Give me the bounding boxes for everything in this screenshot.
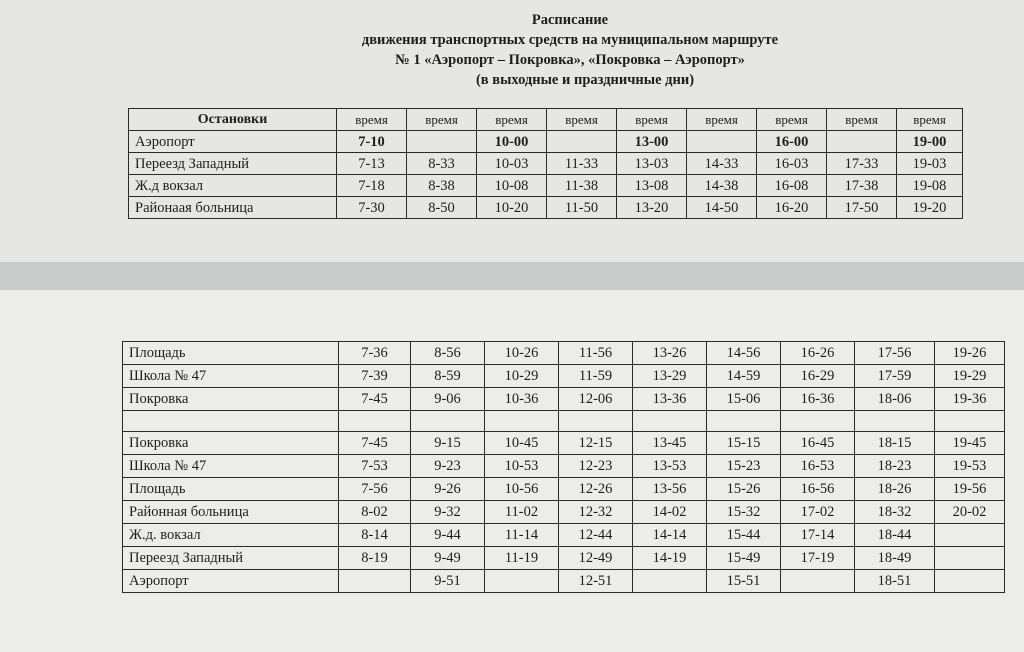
header-time: время <box>897 109 963 131</box>
time-cell: 13-56 <box>633 478 707 501</box>
time-cell: 8-38 <box>407 175 477 197</box>
time-cell: 19-26 <box>935 342 1005 365</box>
time-cell: 13-20 <box>617 197 687 219</box>
stop-name: Переезд Западный <box>129 153 337 175</box>
table-row <box>129 131 963 153</box>
time-cell: 17-14 <box>781 524 855 547</box>
time-cell: 15-23 <box>707 455 781 478</box>
stop-name: Покровка <box>123 388 339 411</box>
time-cell: 18-49 <box>855 547 935 570</box>
time-cell: 12-26 <box>559 478 633 501</box>
stop-name: Школа № 47 <box>123 365 339 388</box>
time-cell <box>547 131 617 153</box>
time-cell: 17-19 <box>781 547 855 570</box>
time-cell: 16-29 <box>781 365 855 388</box>
table-spacer-row <box>123 411 1005 432</box>
time-cell: 15-32 <box>707 501 781 524</box>
table-header-row <box>129 109 963 131</box>
header-time: время <box>547 109 617 131</box>
time-cell: 13-03 <box>617 153 687 175</box>
time-cell: 17-02 <box>781 501 855 524</box>
time-cell: 8-14 <box>339 524 411 547</box>
schedule-table-1 <box>128 108 963 219</box>
time-cell: 15-15 <box>707 432 781 455</box>
schedule-title <box>160 10 980 90</box>
time-cell: 14-50 <box>687 197 757 219</box>
time-cell: 16-53 <box>781 455 855 478</box>
table-row <box>123 501 1005 524</box>
stop-name: Площадь <box>123 478 339 501</box>
time-cell: 19-08 <box>897 175 963 197</box>
time-cell <box>339 570 411 593</box>
stop-name: Переезд Западный <box>123 547 339 570</box>
time-cell: 18-15 <box>855 432 935 455</box>
table-row <box>129 197 963 219</box>
page-gap <box>0 262 1024 290</box>
time-cell: 7-39 <box>339 365 411 388</box>
stop-name: Школа № 47 <box>123 455 339 478</box>
header-time: время <box>617 109 687 131</box>
time-cell: 8-50 <box>407 197 477 219</box>
time-cell: 19-29 <box>935 365 1005 388</box>
time-cell: 15-49 <box>707 547 781 570</box>
time-cell: 15-44 <box>707 524 781 547</box>
time-cell: 20-02 <box>935 501 1005 524</box>
time-cell: 15-26 <box>707 478 781 501</box>
time-cell: 9-23 <box>411 455 485 478</box>
time-cell: 19-03 <box>897 153 963 175</box>
stop-name: Ж.д. вокзал <box>123 524 339 547</box>
table-row <box>123 388 1005 411</box>
header-time: время <box>827 109 897 131</box>
time-cell: 8-19 <box>339 547 411 570</box>
header-time: время <box>757 109 827 131</box>
header-time: время <box>337 109 407 131</box>
time-cell: 8-56 <box>411 342 485 365</box>
time-cell: 19-20 <box>897 197 963 219</box>
time-cell: 17-33 <box>827 153 897 175</box>
time-cell: 13-53 <box>633 455 707 478</box>
time-cell: 13-08 <box>617 175 687 197</box>
time-cell <box>935 570 1005 593</box>
time-cell: 10-20 <box>477 197 547 219</box>
table-row <box>123 478 1005 501</box>
header-time: время <box>687 109 757 131</box>
stop-name: Районаая больница <box>129 197 337 219</box>
stop-name: Районная больница <box>123 501 339 524</box>
time-cell: 19-00 <box>897 131 963 153</box>
stop-name: Аэропорт <box>123 570 339 593</box>
time-cell: 16-45 <box>781 432 855 455</box>
time-cell: 16-08 <box>757 175 827 197</box>
time-cell: 13-45 <box>633 432 707 455</box>
time-cell: 11-56 <box>559 342 633 365</box>
time-cell: 9-06 <box>411 388 485 411</box>
time-cell: 16-03 <box>757 153 827 175</box>
time-cell: 17-50 <box>827 197 897 219</box>
time-cell: 18-51 <box>855 570 935 593</box>
table-row <box>123 524 1005 547</box>
time-cell: 7-10 <box>337 131 407 153</box>
time-cell: 7-30 <box>337 197 407 219</box>
time-cell: 12-06 <box>559 388 633 411</box>
time-cell: 7-13 <box>337 153 407 175</box>
time-cell: 17-59 <box>855 365 935 388</box>
time-cell: 19-45 <box>935 432 1005 455</box>
time-cell: 8-59 <box>411 365 485 388</box>
time-cell: 10-53 <box>485 455 559 478</box>
table-row <box>123 455 1005 478</box>
time-cell: 14-02 <box>633 501 707 524</box>
time-cell: 10-08 <box>477 175 547 197</box>
time-cell: 13-26 <box>633 342 707 365</box>
time-cell: 7-45 <box>339 432 411 455</box>
time-cell: 15-51 <box>707 570 781 593</box>
time-cell: 10-03 <box>477 153 547 175</box>
time-cell: 12-44 <box>559 524 633 547</box>
time-cell: 10-56 <box>485 478 559 501</box>
time-cell: 17-38 <box>827 175 897 197</box>
schedule-table-2 <box>122 341 1005 593</box>
time-cell: 13-29 <box>633 365 707 388</box>
time-cell: 18-44 <box>855 524 935 547</box>
stop-name: Ж.д вокзал <box>129 175 337 197</box>
time-cell: 15-06 <box>707 388 781 411</box>
title-line-2: движения транспортных средств на муниципальном маршруте <box>361 32 779 48</box>
time-cell <box>827 131 897 153</box>
time-cell: 18-06 <box>855 388 935 411</box>
time-cell <box>485 570 559 593</box>
time-cell: 11-19 <box>485 547 559 570</box>
time-cell: 14-33 <box>687 153 757 175</box>
time-cell: 11-33 <box>547 153 617 175</box>
table-row <box>129 175 963 197</box>
time-cell: 9-51 <box>411 570 485 593</box>
time-cell: 10-29 <box>485 365 559 388</box>
time-cell <box>935 524 1005 547</box>
time-cell: 18-23 <box>855 455 935 478</box>
time-cell <box>935 547 1005 570</box>
time-cell: 10-36 <box>485 388 559 411</box>
time-cell: 16-20 <box>757 197 827 219</box>
time-cell: 10-00 <box>477 131 547 153</box>
header-time: время <box>407 109 477 131</box>
time-cell: 8-02 <box>339 501 411 524</box>
time-cell: 11-14 <box>485 524 559 547</box>
time-cell: 7-45 <box>339 388 411 411</box>
time-cell: 19-53 <box>935 455 1005 478</box>
time-cell: 19-56 <box>935 478 1005 501</box>
time-cell: 13-36 <box>633 388 707 411</box>
time-cell: 18-26 <box>855 478 935 501</box>
time-cell: 12-51 <box>559 570 633 593</box>
time-cell <box>633 570 707 593</box>
table-row <box>123 342 1005 365</box>
time-cell: 17-56 <box>855 342 935 365</box>
time-cell: 8-33 <box>407 153 477 175</box>
table-row <box>123 365 1005 388</box>
time-cell: 7-36 <box>339 342 411 365</box>
table-row <box>123 570 1005 593</box>
header-time: время <box>477 109 547 131</box>
table-row <box>123 547 1005 570</box>
header-stops: Остановки <box>129 109 337 131</box>
time-cell: 19-36 <box>935 388 1005 411</box>
time-cell: 9-15 <box>411 432 485 455</box>
time-cell: 14-19 <box>633 547 707 570</box>
time-cell: 11-02 <box>485 501 559 524</box>
title-line-3: № 1 «Аэропорт – Покровка», «Покровка – Аэропорт» <box>395 52 745 68</box>
time-cell: 13-00 <box>617 131 687 153</box>
title-line-1: Расписание <box>531 12 609 28</box>
time-cell: 9-49 <box>411 547 485 570</box>
time-cell: 9-26 <box>411 478 485 501</box>
time-cell: 14-56 <box>707 342 781 365</box>
time-cell: 11-59 <box>559 365 633 388</box>
time-cell <box>781 570 855 593</box>
time-cell: 12-23 <box>559 455 633 478</box>
time-cell: 11-38 <box>547 175 617 197</box>
time-cell: 11-50 <box>547 197 617 219</box>
time-cell: 14-38 <box>687 175 757 197</box>
time-cell: 12-49 <box>559 547 633 570</box>
stop-name: Покровка <box>123 432 339 455</box>
time-cell: 12-32 <box>559 501 633 524</box>
time-cell: 14-14 <box>633 524 707 547</box>
time-cell: 10-45 <box>485 432 559 455</box>
stop-name: Площадь <box>123 342 339 365</box>
time-cell: 7-18 <box>337 175 407 197</box>
time-cell: 16-00 <box>757 131 827 153</box>
time-cell: 9-44 <box>411 524 485 547</box>
time-cell: 16-36 <box>781 388 855 411</box>
time-cell: 12-15 <box>559 432 633 455</box>
time-cell: 7-53 <box>339 455 411 478</box>
title-line-4: (в выходные и праздничные дни) <box>475 72 695 88</box>
time-cell <box>687 131 757 153</box>
time-cell: 10-26 <box>485 342 559 365</box>
time-cell: 16-56 <box>781 478 855 501</box>
time-cell: 18-32 <box>855 501 935 524</box>
time-cell: 9-32 <box>411 501 485 524</box>
time-cell: 16-26 <box>781 342 855 365</box>
time-cell <box>407 131 477 153</box>
stop-name: Аэропорт <box>129 131 337 153</box>
time-cell: 7-56 <box>339 478 411 501</box>
table-row <box>129 153 963 175</box>
table-row <box>123 432 1005 455</box>
time-cell: 14-59 <box>707 365 781 388</box>
